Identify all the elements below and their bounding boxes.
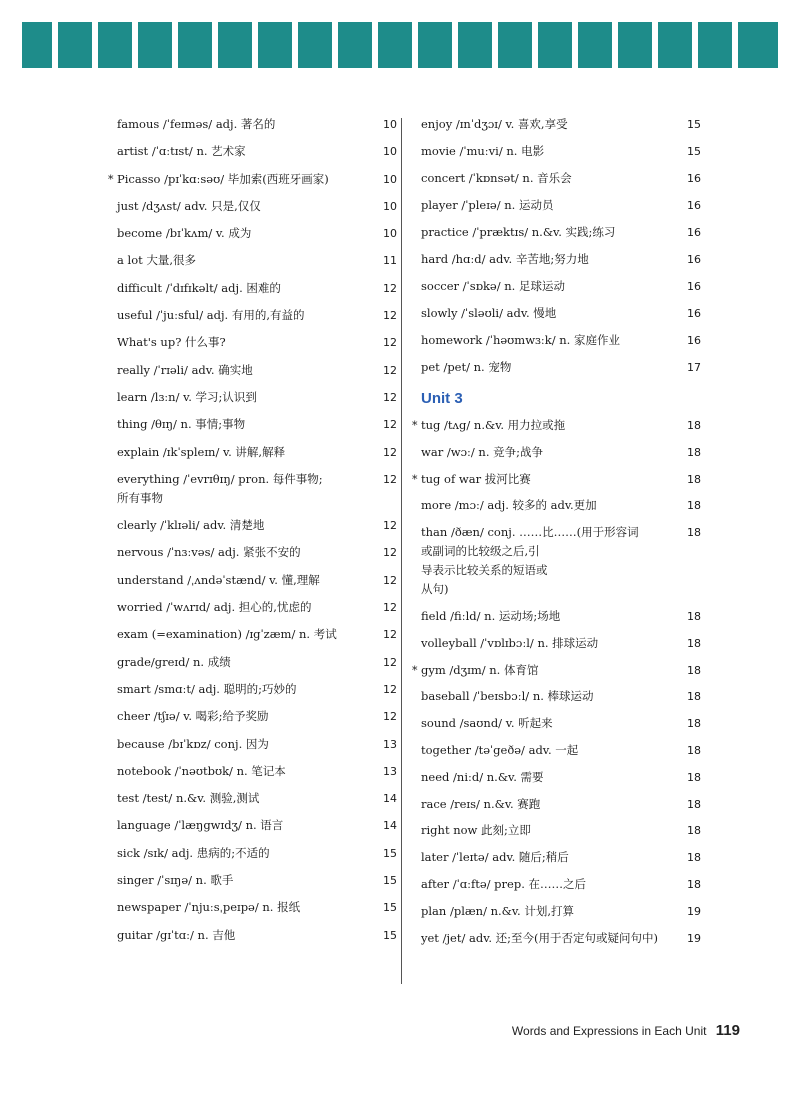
vocab-text: singer /ˈsɪŋə/ n. 歌手 — [117, 873, 234, 888]
vocab-page: 16 — [687, 334, 701, 347]
footer-title: Words and Expressions in Each Unit — [511, 1024, 707, 1038]
vocab-text: smart /smɑːt/ adj. 聪明的;巧妙的 — [117, 681, 297, 696]
vocab-page: 13 — [383, 764, 397, 778]
vocab-text: more /mɔː/ adj. 较多的 adv.更加 — [421, 498, 597, 513]
vocab-text: clearly /ˈklɪəli/ adv. 清楚地 — [117, 518, 265, 533]
header-stripe — [532, 22, 538, 68]
vocab-entry — [421, 250, 711, 269]
vocab-page: 12 — [383, 281, 397, 295]
vocab-page: 15 — [687, 118, 701, 131]
vocab-text: enjoy /ɪnˈdʒɔɪ/ v. 喜欢,享受 — [421, 117, 568, 131]
vocab-text: slowly /ˈsləʊli/ adv. 慢地 — [421, 306, 557, 320]
vocab-page: 10 — [383, 199, 397, 213]
vocab-text: artist /ˈɑːtɪst/ n. 艺术家 — [117, 144, 246, 159]
vocab-page: 14 — [383, 819, 397, 833]
vocab-page: 10 — [383, 118, 397, 131]
right-column — [412, 115, 711, 955]
header-stripe — [572, 22, 578, 68]
vocab-page: 12 — [383, 363, 397, 377]
vocab-entry — [117, 279, 407, 298]
vocab-entry — [117, 470, 407, 508]
vocab-entry — [117, 735, 407, 754]
vocab-entry — [117, 926, 407, 945]
vocab-page: 18 — [687, 797, 701, 811]
vocab-page: 14 — [383, 792, 397, 806]
vocab-entry — [421, 169, 711, 188]
vocab-page: 16 — [687, 199, 701, 212]
header-stripe — [452, 22, 458, 68]
vocab-text: because /bɪˈkɒz/ conj. 因为 — [117, 736, 269, 751]
vocab-page: 16 — [687, 172, 701, 185]
vocab-text: become /bɪˈkʌm/ v. 成为 — [117, 226, 252, 241]
header-stripe — [692, 22, 698, 68]
vocab-entry — [412, 661, 711, 680]
unit-heading: Unit 3 — [421, 390, 463, 407]
vocab-text: yet /jet/ adv. 还;至今(用于否定句或疑问句中) — [421, 930, 658, 945]
vocab-text: hard /hɑːd/ adv. 辛苦地;努力地 — [421, 252, 589, 266]
vocab-page: 17 — [687, 361, 701, 374]
vocab-page: 15 — [383, 874, 397, 888]
vocab-page: 18 — [687, 526, 701, 540]
vocab-entry — [421, 821, 711, 840]
header-stripe — [52, 22, 58, 68]
vocab-entry — [421, 115, 711, 134]
vocab-page: 16 — [687, 280, 701, 293]
vocab-page: 12 — [383, 601, 397, 615]
vocab-entry — [421, 929, 711, 948]
vocab-text: thing /θɪŋ/ n. 事情;事物 — [117, 417, 246, 432]
vocab-page: 18 — [687, 445, 701, 459]
vocab-page: 12 — [383, 309, 397, 323]
vocab-text: nervous /ˈnɜːvəs/ adj. 紧张不安的 — [117, 545, 301, 560]
vocab-page: 18 — [687, 472, 701, 486]
vocab-text: really /ˈrɪəli/ adv. 确实地 — [117, 362, 253, 377]
vocab-text: explain /ɪkˈspleɪn/ v. 讲解,解释 — [117, 444, 286, 459]
vocab-entry — [421, 741, 711, 760]
vocab-entry — [117, 844, 407, 863]
header-stripe — [412, 22, 418, 68]
vocab-page: 15 — [383, 846, 397, 860]
page-footer — [512, 1022, 740, 1039]
vocab-text: language /ˈlæŋgwɪdʒ/ n. 语言 — [117, 818, 284, 833]
vocab-entry — [421, 634, 711, 653]
vocab-text: just /dʒʌst/ adv. 只是,仅仅 — [117, 198, 261, 213]
vocab-entry — [421, 196, 711, 215]
vocab-text: difficult /ˈdɪfɪkəlt/ adj. 困难的 — [117, 280, 281, 295]
header-stripe — [132, 22, 138, 68]
vocab-entry — [117, 415, 407, 434]
vocab-text: concert /ˈkɒnsət/ n. 音乐会 — [421, 171, 572, 185]
vocab-entry — [117, 388, 407, 407]
vocab-text: together /təˈgeðə/ adv. 一起 — [421, 742, 579, 757]
vocab-text: test /test/ n.&v. 测验,测试 — [117, 791, 260, 806]
vocab-entry — [117, 333, 407, 352]
vocab-entry — [117, 443, 407, 462]
header-stripe — [332, 22, 338, 68]
vocab-text: cheer /tʃɪə/ v. 喝彩;给予奖励 — [117, 709, 269, 724]
vocab-page: 15 — [383, 928, 397, 942]
vocab-entry — [117, 543, 407, 562]
vocab-text: pet /pet/ n. 宠物 — [421, 360, 512, 374]
vocab-entry — [421, 875, 711, 894]
vocab-entry — [117, 516, 407, 535]
footer-page-number: 119 — [715, 1022, 740, 1039]
vocab-entry — [421, 902, 711, 921]
header-stripe — [612, 22, 618, 68]
vocab-entry — [117, 625, 407, 644]
vocab-page: 18 — [687, 851, 701, 865]
star-marker-icon: * — [412, 472, 418, 486]
header-band — [22, 22, 778, 68]
right-column-bottom — [412, 416, 711, 948]
vocab-entry — [421, 768, 711, 787]
vocab-entry — [421, 496, 711, 515]
vocab-entry — [117, 361, 407, 380]
vocab-page: 15 — [383, 901, 397, 915]
vocab-text: player /ˈpleɪə/ n. 运动员 — [421, 198, 554, 212]
vocab-entry — [421, 443, 711, 462]
vocab-entry — [117, 653, 407, 672]
vocab-page: 13 — [383, 737, 397, 751]
vocab-text: guitar /gɪˈtɑː/ n. 吉他 — [117, 927, 236, 942]
vocab-text: right now 此刻;立即 — [421, 823, 531, 838]
vocab-entry — [117, 306, 407, 325]
vocab-text: everything /ˈevrɪθɪŋ/ pron. 每件事物; 所有事物 — [117, 471, 323, 505]
vocab-entry — [412, 416, 711, 435]
vocab-entry — [117, 871, 407, 890]
vocab-entry — [412, 470, 711, 489]
vocab-text: practice /ˈpræktɪs/ n.&v. 实践;练习 — [421, 225, 616, 239]
header-stripe — [172, 22, 178, 68]
star-marker-icon: * — [108, 172, 114, 186]
vocab-text: tug of war 拔河比赛 — [421, 471, 531, 486]
vocab-page: 18 — [687, 743, 701, 757]
vocab-entry — [117, 898, 407, 917]
vocab-text: movie /ˈmuːvi/ n. 电影 — [421, 144, 545, 158]
vocab-entry — [421, 848, 711, 867]
vocab-page: 12 — [383, 546, 397, 560]
left-column — [108, 115, 407, 953]
vocab-text: Picasso /pɪˈkɑːsəʊ/ 毕加索(西班牙画家) — [117, 171, 329, 186]
vocab-page: 18 — [687, 636, 701, 650]
vocab-page: 12 — [383, 655, 397, 669]
vocab-text: newspaper /ˈnjuːsˌpeɪpə/ n. 报纸 — [117, 900, 301, 915]
header-stripe — [372, 22, 378, 68]
vocab-entry — [117, 142, 407, 161]
vocab-text: a lot 大量,很多 — [117, 253, 197, 268]
vocab-page: 18 — [687, 770, 701, 784]
vocab-text: race /reɪs/ n.&v. 赛跑 — [421, 796, 541, 811]
vocab-entry — [421, 687, 711, 706]
vocab-page: 12 — [383, 472, 397, 486]
vocab-page: 12 — [383, 628, 397, 642]
vocab-page: 18 — [687, 690, 701, 704]
vocab-page: 12 — [383, 573, 397, 587]
header-stripe — [212, 22, 218, 68]
vocab-entry — [421, 142, 711, 161]
vocab-entry — [117, 197, 407, 216]
vocab-text: notebook /ˈnəʊtbʊk/ n. 笔记本 — [117, 763, 286, 778]
vocab-text: homework /ˈhəʊmwɜːk/ n. 家庭作业 — [421, 333, 620, 347]
vocab-text: grade/greɪd/ n. 成绩 — [117, 654, 231, 669]
vocab-text: war /wɔː/ n. 竞争;战争 — [421, 444, 544, 459]
vocab-text: after /ˈɑːftə/ prep. 在……之后 — [421, 876, 587, 891]
vocab-text: useful /ˈjuːsful/ adj. 有用的,有益的 — [117, 308, 305, 323]
vocab-page: 12 — [383, 519, 397, 533]
vocab-page: 12 — [383, 336, 397, 350]
header-stripe — [92, 22, 98, 68]
vocab-entry — [421, 523, 711, 599]
vocab-entry — [117, 251, 407, 270]
vocab-text: need /niːd/ n.&v. 需要 — [421, 769, 544, 784]
vocab-text: sick /sɪk/ adj. 患病的;不适的 — [117, 845, 270, 860]
vocab-page: 12 — [383, 710, 397, 724]
header-stripe — [492, 22, 498, 68]
vocab-page: 18 — [687, 663, 701, 677]
vocab-page: 18 — [687, 717, 701, 731]
header-stripe — [732, 22, 738, 68]
vocab-entry — [421, 795, 711, 814]
vocab-text: volleyball /ˈvɒlɪbɔːl/ n. 排球运动 — [421, 635, 599, 650]
vocab-text: exam (=examination) /ɪgˈzæm/ n. 考试 — [117, 627, 337, 642]
vocab-page: 16 — [687, 307, 701, 320]
vocab-page: 19 — [687, 904, 701, 918]
vocab-text: later /ˈleɪtə/ adv. 随后;稍后 — [421, 850, 569, 865]
vocab-page: 18 — [687, 877, 701, 891]
vocab-page: 19 — [687, 931, 701, 945]
header-stripe — [252, 22, 258, 68]
vocab-text: baseball /ˈbeɪsbɔːl/ n. 棒球运动 — [421, 689, 594, 704]
vocab-entry — [421, 358, 711, 377]
vocab-entry — [117, 789, 407, 808]
vocab-page: 12 — [383, 682, 397, 696]
vocab-text: gym /dʒɪm/ n. 体育馆 — [421, 662, 539, 677]
vocab-text: sound /saʊnd/ v. 听起来 — [421, 716, 553, 731]
vocab-entry — [117, 571, 407, 590]
vocab-page: 10 — [383, 172, 397, 186]
vocab-entry — [117, 680, 407, 699]
star-marker-icon: * — [412, 663, 418, 677]
vocab-text: field /fiːld/ n. 运动场;场地 — [421, 608, 561, 623]
vocab-page: 18 — [687, 419, 701, 432]
header-stripe — [652, 22, 658, 68]
vocab-entry — [117, 762, 407, 781]
vocab-entry — [421, 714, 711, 733]
vocab-text: What's up? 什么事? — [117, 335, 226, 350]
vocab-text: than /ðæn/ conj. ……比……(用于形容词 或副词的比较级之后,引 导表示比较关系的短语或 从句) — [421, 525, 639, 597]
vocab-page: 15 — [687, 145, 701, 158]
header-stripe — [292, 22, 298, 68]
vocab-page: 16 — [687, 226, 701, 239]
vocab-entry — [421, 331, 711, 350]
vocab-page: 10 — [383, 145, 397, 159]
vocab-text: plan /plæn/ n.&v. 计划,打算 — [421, 903, 575, 918]
column-divider — [401, 118, 402, 984]
vocab-page: 16 — [687, 253, 701, 266]
vocab-text: famous /ˈfeɪməs/ adj. 著名的 — [117, 117, 276, 131]
vocab-page: 18 — [687, 499, 701, 513]
vocab-entry — [117, 707, 407, 726]
vocab-page: 18 — [687, 609, 701, 623]
right-column-top — [421, 115, 711, 377]
vocab-entry — [117, 816, 407, 835]
vocab-text: worried /ˈwʌrɪd/ adj. 担心的,忧虑的 — [117, 600, 312, 615]
vocab-page: 12 — [383, 418, 397, 432]
vocab-entry — [117, 598, 407, 617]
vocab-page: 10 — [383, 227, 397, 241]
vocab-entry — [117, 115, 407, 134]
vocab-text: understand /ˌʌndəˈstænd/ v. 懂,理解 — [117, 572, 320, 587]
vocab-page: 12 — [383, 390, 397, 404]
vocab-text: soccer /ˈsɒkə/ n. 足球运动 — [421, 279, 565, 293]
vocab-entry — [108, 170, 407, 189]
vocab-entry — [117, 224, 407, 243]
vocab-page: 12 — [383, 445, 397, 459]
vocab-entry — [421, 607, 711, 626]
vocab-entry — [421, 223, 711, 242]
vocab-text: tug /tʌg/ n.&v. 用力拉或拖 — [421, 418, 566, 432]
vocab-entry — [421, 304, 711, 323]
vocab-entry — [421, 277, 711, 296]
vocab-page: 18 — [687, 824, 701, 838]
vocab-page: 11 — [383, 254, 397, 268]
star-marker-icon: * — [412, 419, 418, 432]
vocab-text: learn /lɜːn/ v. 学习;认识到 — [117, 389, 257, 404]
